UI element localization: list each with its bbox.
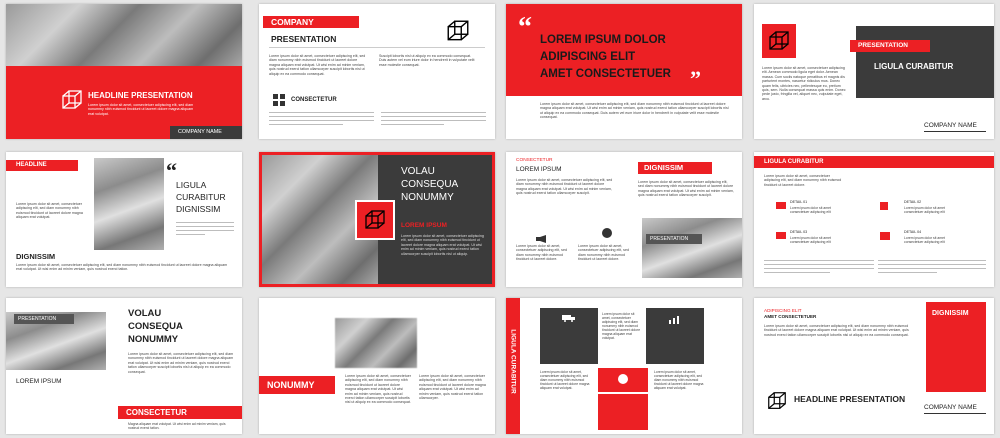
tag-presentation: PRESENTATION [646, 234, 702, 244]
detail-label-3: DETAIL 03 [790, 230, 808, 234]
title-1: LIGULA [176, 180, 207, 190]
body-text: Lorem ipsum dolor sit amet, consectetuer adipiscing elit, sed diam nonummy nibh euismod tincidunt ut laoreet dolore magna aliquam erat volutpat. [16, 202, 83, 220]
small-label: CONSECTETUR [516, 158, 553, 163]
title-1: VOLAU [128, 308, 162, 319]
slide-8[interactable] [754, 152, 994, 287]
cube-icon [445, 18, 471, 44]
tag-presentation: PRESENTATION [14, 314, 74, 324]
text-lines [269, 112, 374, 128]
tag-presentation: PRESENTATION [850, 40, 930, 52]
column-text-1: Lorem ipsum dolor sit amet, consectetuer adipiscing elit, sed diam nonummy nibh euismod tincidunt ut laoreet dolore. [516, 244, 567, 262]
slide-5[interactable] [6, 152, 242, 287]
quote-mark: “ [166, 158, 177, 183]
title-1: VOLAU [401, 166, 435, 177]
body-mid: Lorem ipsum dolor sit amet, consectetuer adipiscing elit, sed diam nonummy nibh euismod tincidunt ut laoreet dolore magna aliquam erat volutpat. [602, 312, 641, 340]
slide-11[interactable] [506, 298, 742, 434]
quote-close: ” [690, 66, 701, 91]
body-text: Lorem ipsum dolor sit amet, consectetuer adipiscing elit, sed diam nonummy nibh euismod tincidunt ut laoreet dolore magna aliquam erat volutpat. Ut wisi enim ad minim veniam, quis nostrud exerci tation ullamcorper suscipit lobortis nisl ut aliquip ex ea commodo consequat. Duis autem vel eum iriure dolor in hendrerit in vulputate velit esse molestie consequat. [540, 102, 729, 120]
cube-tile [355, 200, 395, 240]
small-label-2: AMET CONSECTETUER [764, 314, 817, 319]
company-name: COMPANY NAME [924, 122, 977, 129]
tag-dignissim: DIGNISSIM [932, 310, 969, 317]
tile-left [540, 338, 598, 364]
slide-9[interactable] [6, 298, 242, 434]
user-icon [602, 228, 612, 238]
body-left: Lorem ipsum dolor sit amet, consectetuer adipiscing elit, sed diam nonummy nibh euismod tincidunt ut laoreet dolore magna aliquam erat volutpat. [540, 370, 590, 390]
subheading: CONSECTETUR [291, 97, 337, 103]
bar-nonummy: NONUMMY [259, 376, 335, 394]
slide-4[interactable] [754, 4, 994, 139]
cube-icon [363, 208, 387, 232]
slide-3[interactable] [506, 4, 742, 139]
body-right: Lorem ipsum dolor sit amet, consectetuer adipiscing elit, sed diam nonummy nibh euismod tincidunt ut laoreet dolore magna aliquam erat volutpat. Ut wisi enim ad minim veniam, quis nostrud exerci tation ullamcorper. [419, 374, 486, 401]
company-name: COMPANY NAME [924, 404, 977, 411]
tile-truck [540, 308, 598, 338]
body-text: Lorem ipsum dolor sit amet, consectetuer adipiscing elit, sed diam nonummy nibh euismod tincidunt ut laoreet dolore magna aliquam erat volutpat. Ut wisi enim ad minim veniam, quis nostrud exerci tation ullamcorper suscipit lobortis nisl ut aliquip ex ea commodo consequat. [128, 352, 234, 374]
body-text-2: Lorem ipsum dolor sit amet, consectetuer adipiscing elit, sed diam nonummy nibh euismod tincidunt ut laoreet dolore magna aliquam erat volutpat. Ut wisi enim ad minim veniam, quis nostrud exerci tation. [16, 263, 228, 272]
body-left: Lorem ipsum dolor sit amet, consectetuer adipiscing elit, sed diam nonummy nibh euismod tincidunt ut laoreet dolore magna aliquam erat volutpat. Ut wisi enim ad minim veniam, quis nostrud exerci tation ullamcorper suscipit lobortis nisl ut aliquip ex ea commodo consequat. [269, 54, 366, 76]
body-text: Lorem ipsum dolor sit amet, consectetuer adipiscing elit, sed diam nonummy nibh euismod tincidunt ut laoreet dolore magna aliquam erat volutpat. Ut wisi enim ad minim veniam, quis nostrud exerci tation ullamcorper suscipit lobortis nisl ut aliquip ex ea commodo consequat. [764, 324, 909, 337]
body-right: Suscipit lobortis nisl ut aliquip ex ea commodo consequat. Duis autem vel eum iriure dolor in hendrerit in vulputate velit esse molestie consequat. [379, 54, 475, 67]
cube-icon [767, 29, 791, 53]
tile-red [598, 394, 648, 430]
body-text: Lorem ipsum dolor sit amet, consectetuer adipiscing elit, sed diam nonummy nibh euismod tincidunt ut laoreet dolore magna aliquam erat volutpat. [88, 103, 194, 116]
bar-consectetur: CONSECTETUR [118, 406, 242, 419]
rule [924, 131, 986, 132]
red-panel [506, 4, 742, 96]
detail-label-1: DETAIL 01 [790, 200, 808, 204]
tile-right [646, 338, 704, 364]
body-right: Lorem ipsum dolor sit amet, consectetuer adipiscing elit, sed diam nonummy nibh euismod tincidunt ut laoreet dolore magna aliquam erat volutpat. Ut wisi enim ad minim veniam, quis nostrud exerci tation ullamcorper suscipit. [638, 180, 734, 198]
slide-12[interactable] [754, 298, 994, 434]
detail-text-3: Lorem ipsum dolor sit amet consectetuer adipiscing elit [790, 236, 831, 244]
truck-icon [562, 314, 576, 322]
company-name: COMPANY NAME [170, 126, 242, 139]
slide-2[interactable] [259, 4, 495, 139]
subheading: LOREM IPSUM [516, 166, 562, 173]
side-title: LIGULA CURABITUR [509, 329, 517, 394]
detail-icon-4 [880, 232, 890, 240]
title-company: COMPANY [263, 16, 359, 28]
detail-text-2: Lorem ipsum dolor sit amet consectetuer adipiscing elit [904, 206, 945, 214]
foot-title: DIGNISSIM [16, 252, 56, 261]
tile-user [598, 368, 648, 392]
detail-text-1: Lorem ipsum dolor sit amet consectetuer adipiscing elit [790, 206, 831, 214]
headline: HEADLINE PRESENTATION [794, 394, 906, 404]
text-lines [764, 260, 874, 276]
slide-7[interactable] [506, 152, 742, 287]
rule [924, 413, 986, 414]
photo [94, 158, 164, 250]
tag-headline: HEADLINE [6, 160, 78, 171]
body-text: Lorem ipsum dolor sit amet, consectetuer adipiscing elit. Aenean commodo ligula eget dolor. Aenean massa. Cum sociis natoque penatibus et magnis dis parturient montes, nascetur ridiculus mus. Donec quam felis, ultricies nec, pellentesque eu, pretium quis, sem. Nulla consequat massa quis enim. Donec pede justo, fringilla vel, aliquet nec, vulputate eget, arcu. [762, 66, 846, 101]
detail-icon-1 [776, 202, 786, 209]
body-right: Lorem ipsum dolor sit amet, consectetuer adipiscing elit, sed diam nonummy nibh euismod tincidunt ut laoreet dolore magna aliquam erat volutpat. [654, 370, 704, 390]
title-presentation: PRESENTATION [271, 34, 337, 44]
small-label: ADIPISCING ELIT [764, 308, 802, 313]
tile-chart [646, 308, 704, 338]
headline: HEADLINE PRESENTATION [88, 91, 193, 100]
body-left: Lorem ipsum dolor sit amet, consectetuer adipiscing elit, sed diam nonummy nibh euismod tincidunt ut laoreet dolore magna aliquam erat volutpat. Ut wisi enim ad minim veniam, quis nostrud exerci tation ullamcorper suscipit lobortis nisl ut aliquip ex ea commodo consequat. [345, 374, 411, 405]
cube-icon [60, 88, 84, 112]
title-dignissim: DIGNISSIM [638, 162, 712, 174]
detail-icon-2 [880, 202, 888, 210]
foot-text: Magna aliquam erat volutpat. Ut wisi enim ad minim veniam, quis nostrud exerci tation. [128, 422, 226, 430]
grid-icon [273, 94, 285, 106]
subtitle: LOREM IPSUM [401, 222, 447, 229]
divider [269, 47, 485, 48]
headline-line-1: LOREM IPSUM DOLOR [540, 34, 666, 46]
slide-10[interactable] [259, 298, 495, 434]
chart-icon [668, 314, 682, 324]
photo [335, 318, 417, 368]
body-text: Lorem ipsum dolor sit amet, consectetuer adipiscing elit, sed diam nonummy nibh euismod tincidunt ut laoreet dolore. [764, 174, 842, 187]
detail-label-2: DETAIL 02 [904, 200, 922, 204]
detail-icon-3 [776, 232, 786, 239]
title-2: CURABITUR [176, 192, 226, 202]
text-lines [381, 112, 486, 128]
hero-photo [6, 4, 242, 66]
body-text: Lorem ipsum dolor sit amet, consectetuer adipiscing elit, sed diam nonummy nibh euismod tincidunt ut laoreet dolore magna aliquam erat volutpat. Ut wisi enim ad minim veniam, quis nostrud exerci tation ullamcorper suscipit lobortis nisl ut aliquip. [401, 234, 484, 256]
text-lines [176, 222, 234, 238]
title-2: CONSEQUA [401, 179, 459, 190]
title: LIGULA CURABITUR [874, 62, 954, 71]
user-icon [618, 374, 628, 384]
body-text: Lorem ipsum dolor sit amet, consectetuer adipiscing elit, sed diam nonummy nibh euismod tincidunt ut laoreet dolore magna aliquam erat volutpat. Ut wisi enim ad minim veniam, quis nostrud exerci tation ullamcorper suscipit. [516, 178, 613, 196]
slide-1[interactable] [6, 4, 242, 139]
column-text-2: Lorem ipsum dolor sit amet, consectetuer adipiscing elit, sed diam nonummy nibh euismod tincidunt ut laoreet dolore. [578, 244, 629, 262]
headline-line-3: AMET CONSECTETUER [540, 68, 671, 80]
subheading: LOREM IPSUM [16, 378, 62, 385]
photo [642, 218, 742, 278]
title-3: DIGNISSIM [176, 204, 221, 214]
megaphone-icon [536, 230, 550, 238]
detail-text-4: Lorem ipsum dolor sit amet consectetuer adipiscing elit [904, 236, 945, 244]
title-3: NONUMMY [128, 334, 179, 345]
cube-icon [766, 390, 788, 412]
red-banner [6, 66, 242, 139]
dark-panel [378, 155, 492, 284]
cube-tile [762, 24, 796, 58]
title-2: CONSEQUA [128, 321, 183, 332]
tag-ligula: LIGULA CURABITUR [754, 156, 994, 168]
text-lines [878, 260, 986, 276]
title-3: NONUMMY [401, 192, 454, 203]
slide-6[interactable] [259, 152, 495, 287]
quote-open: “ [518, 12, 532, 43]
headline-line-2: ADIPISCING ELIT [540, 51, 636, 63]
detail-label-4: DETAIL 04 [904, 230, 922, 234]
